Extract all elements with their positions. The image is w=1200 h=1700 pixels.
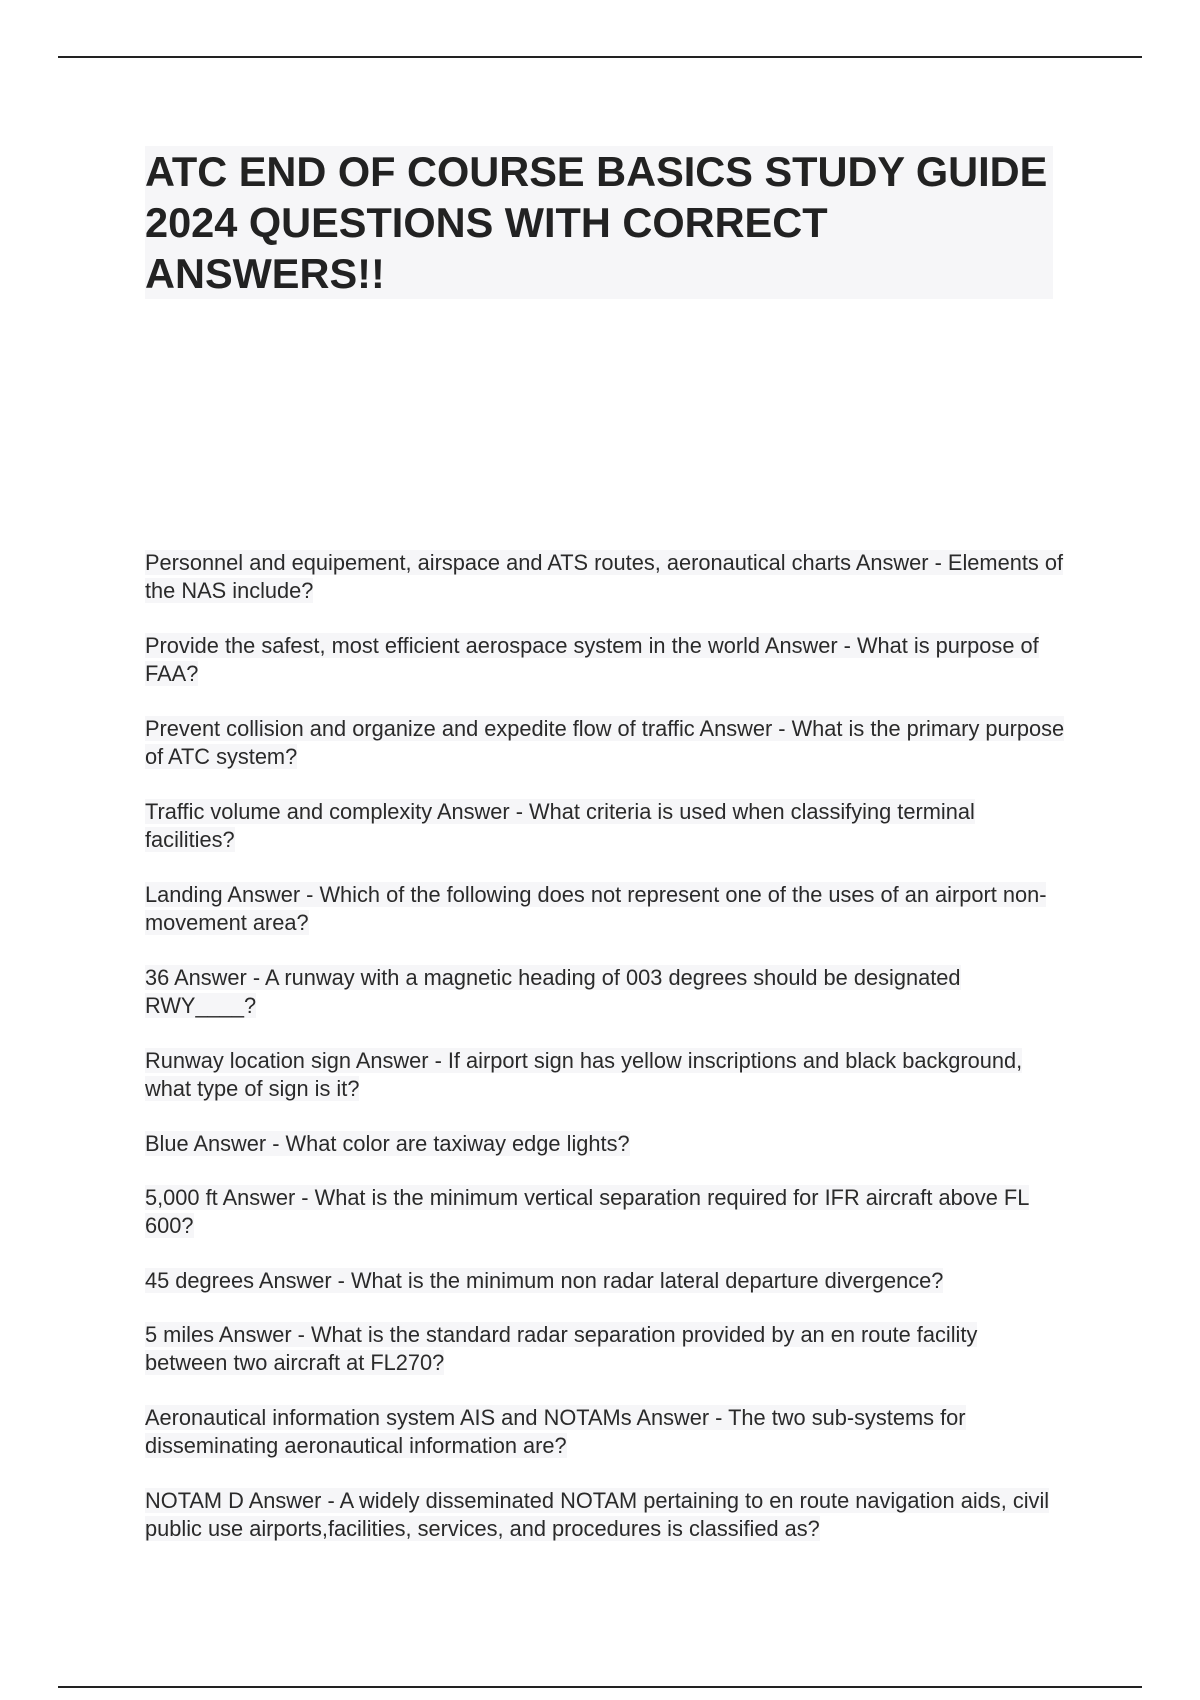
qa-item bbox=[145, 715, 1065, 771]
qa-item-text: Prevent collision and organize and expedite flow of traffic Answer - What is the primary purpose of ATC system? bbox=[145, 716, 1065, 769]
qa-item bbox=[145, 1047, 1065, 1103]
qa-item-text: Blue Answer - What color are taxiway edge lights? bbox=[145, 1131, 630, 1156]
qa-item-text: Aeronautical information system AIS and NOTAMs Answer - The two sub-systems for disseminating aeronautical information are? bbox=[145, 1405, 966, 1458]
qa-item-text: 5,000 ft Answer - What is the minimum vertical separation required for IFR aircraft above FL 600? bbox=[145, 1185, 1030, 1238]
qa-item-text: Provide the safest, most efficient aerospace system in the world Answer - What is purpose of FAA? bbox=[145, 633, 1039, 686]
qa-item bbox=[145, 632, 1065, 688]
top-rule bbox=[58, 56, 1142, 58]
qa-item bbox=[145, 881, 1065, 937]
title-block bbox=[145, 146, 1053, 299]
qa-item bbox=[145, 1487, 1065, 1543]
bottom-rule bbox=[58, 1686, 1142, 1688]
qa-item bbox=[145, 798, 1065, 854]
qa-item bbox=[145, 1321, 1065, 1377]
document-title: ATC END OF COURSE BASICS STUDY GUIDE 2024 QUESTIONS WITH CORRECT ANSWERS!! bbox=[145, 148, 1048, 297]
qa-item-text: Landing Answer - Which of the following does not represent one of the uses of an airport non-movement area? bbox=[145, 882, 1047, 935]
qa-item bbox=[145, 1184, 1065, 1240]
qa-item bbox=[145, 1404, 1065, 1460]
qa-item-text: 36 Answer - A runway with a magnetic heading of 003 degrees should be designated RWY____? bbox=[145, 965, 961, 1018]
qa-item-text: Traffic volume and complexity Answer - What criteria is used when classifying terminal facilities? bbox=[145, 799, 975, 852]
qa-item bbox=[145, 1267, 1065, 1295]
qa-item bbox=[145, 549, 1065, 605]
qa-item-text: 5 miles Answer - What is the standard radar separation provided by an en route facility between two aircraft at FL270? bbox=[145, 1322, 978, 1375]
qa-item bbox=[145, 964, 1065, 1020]
qa-item-text: Personnel and equipement, airspace and ATS routes, aeronautical charts Answer - Elements of the NAS include? bbox=[145, 550, 1064, 603]
qa-item-text: Runway location sign Answer - If airport sign has yellow inscriptions and black background, what type of sign is it? bbox=[145, 1048, 1023, 1101]
qa-list bbox=[145, 549, 1065, 1543]
qa-item-text: 45 degrees Answer - What is the minimum non radar lateral departure divergence? bbox=[145, 1268, 944, 1293]
qa-item bbox=[145, 1130, 1065, 1158]
qa-item-text: NOTAM D Answer - A widely disseminated NOTAM pertaining to en route navigation aids, civil public use airports,facilities, services, and procedures is classified as? bbox=[145, 1488, 1050, 1541]
